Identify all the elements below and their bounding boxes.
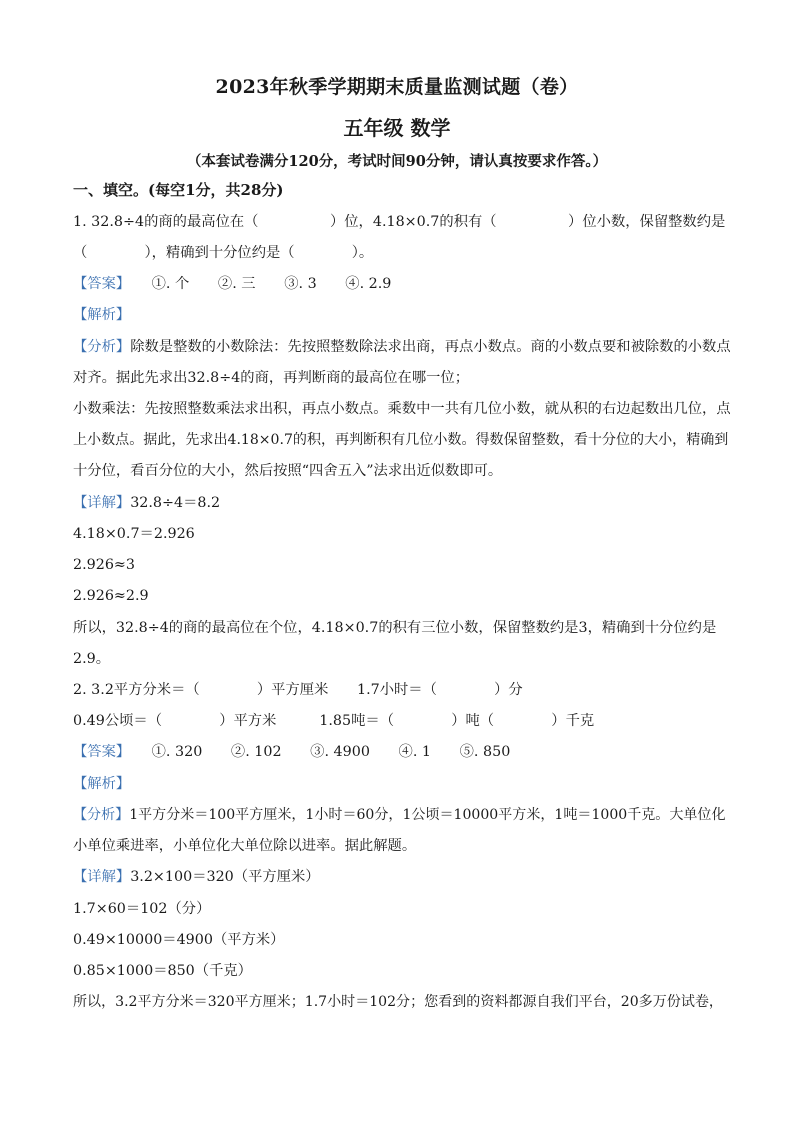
analysis-line: 上小数点。据此，先求出4.18×0.7的积，再判断积有几位小数。得数保留整数，看十分位的大小，精确到 [73,432,729,448]
detail-line: 1.7×60＝102（分） [73,901,211,917]
line-text: 1平方分米＝100平方厘米，1小时＝60分，1公顷＝10000平方米，1吨＝1000千克。大单位化 [129,807,726,823]
exam-subtitle: 五年级 数学 [343,116,451,140]
line-text: 32.8÷4＝8.2 [130,495,221,511]
analysis-line [73,337,733,357]
question-1-line-2: （ ），精确到十分位约是（ ）。 [73,245,374,261]
detail-line: 4.18×0.7＝2.926 [73,526,195,542]
section-tag: 【详解】 [73,495,131,511]
analysis-line: 十分位，看百分位的大小，然后按照“四舍五入”法求出近似数即可。 [73,463,503,479]
section-tag: 【答案】 [73,276,124,292]
detail-line [73,493,733,513]
section-tag: 【解析】 [73,307,131,323]
detail-line: 0.85×1000＝850（千克） [73,963,252,979]
line-text: 除数是整数的小数除法：先按照整数除法求出商，再点小数点。商的小数点要和被除数的小数点 [130,339,731,355]
detail-line: 所以，32.8÷4的商的最高位在个位，4.18×0.7的积有三位小数，保留整数约是3，精确到十分位约是 [73,620,717,636]
detail-line: 所以，3.2平方分米＝320平方厘米；1.7小时＝102分；您看到的资料都源自我们平台，20多万份试卷， [73,994,723,1010]
analysis-label-1 [73,305,733,325]
question-1-line-1: 1. 32.8÷4的商的最高位在（ ）位，4.18×0.7的积有（ ）位小数，保留整数约是 [73,214,726,230]
section-tag: 【详解】 [73,869,131,885]
analysis-label-2 [73,774,733,794]
question-2-line-1: 2. 3.2平方分米＝（ ）平方厘米 1.7小时＝（ ）分 [73,682,523,698]
answer-line-1 [73,274,733,294]
detail-line: 2.9。 [73,651,111,667]
section-tag: 【答案】 [73,744,124,760]
section-tag: 【分析】 [73,339,131,355]
section-heading: 一、填空。(每空1分，共28分) [73,181,284,199]
analysis-line: 小单位乘进率，小单位化大单位除以进率。据此解题。 [73,838,417,854]
analysis-line: 小数乘法：先按照整数乘法求出积，再点小数点。乘数中一共有几位小数，就从积的右边起数出几位，点 [73,401,731,417]
detail-line: 0.49×10000＝4900（平方米） [73,932,285,948]
section-tag: 【分析】 [73,807,130,823]
detail-line: 2.926≈3 [73,557,136,573]
detail-line [73,867,733,887]
answer-line-2 [73,742,733,762]
line-text: ①. 320 ②. 102 ③. 4900 ④. 1 ⑤. 850 [123,744,511,760]
analysis-line [73,805,733,825]
section-tag: 【解析】 [73,776,131,792]
line-text: 3.2×100＝320（平方厘米） [130,869,320,885]
detail-line: 2.926≈2.9 [73,588,149,604]
exam-title: 2023年秋季学期期末质量监测试题（卷） [215,76,579,98]
analysis-line: 对齐。据此先求出32.8÷4的商，再判断商的最高位在哪一位； [73,370,470,386]
exam-note: （本套试卷满分120分，考试时间90分钟，请认真按要求作答。） [186,153,608,170]
question-2-line-2: 0.49公顷＝（ ）平方米 1.85吨＝（ ）吨（ ）千克 [73,713,595,729]
line-text: ①. 个 ②. 三 ③. 3 ④. 2.9 [123,276,392,292]
